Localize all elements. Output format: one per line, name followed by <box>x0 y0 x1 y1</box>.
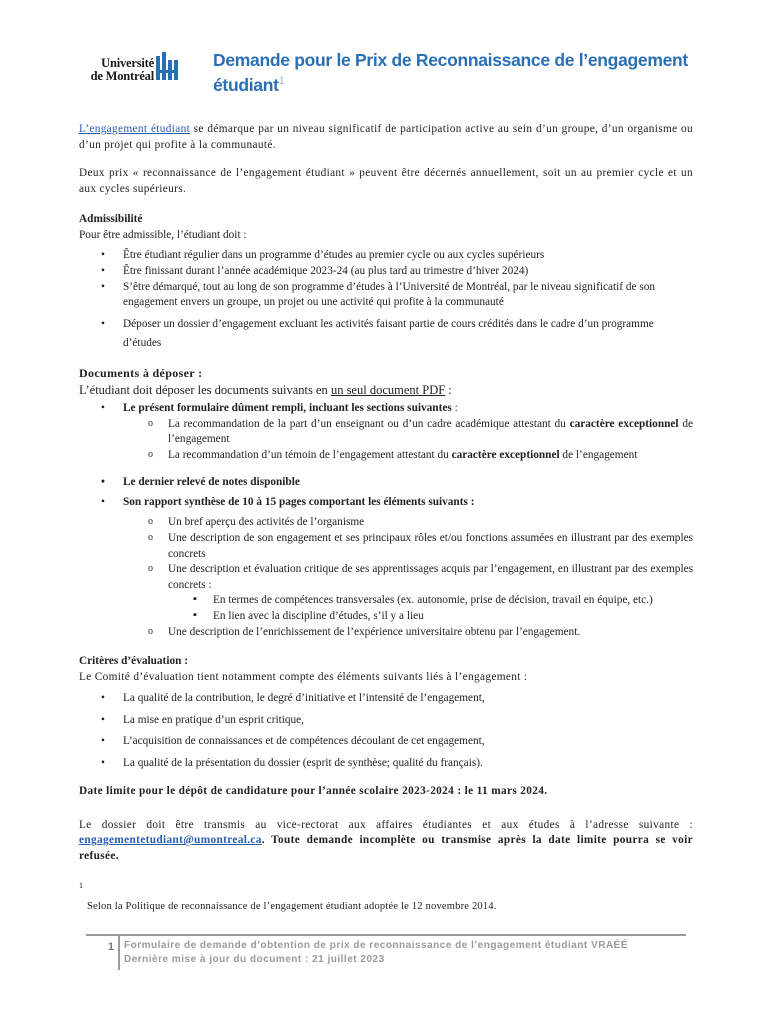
list-item: • Le dernier relevé de notes disponible <box>79 475 693 491</box>
eligibility-heading: Admissibilité <box>79 213 143 226</box>
title-footnote-ref: 1 <box>278 75 285 88</box>
list-item: • Déposer un dossier d’engagement excluant les activités faisant partie de cours crédités dans le cadre d’un programme d’études <box>79 315 693 353</box>
list-item: • La qualité de la contribution, le degré d’initiative et l’intensité de l’engagement, <box>79 688 693 709</box>
eligibility-list <box>79 248 693 353</box>
list-item: • Son rapport synthèse de 10 à 15 pages comportant les éléments suivants : o Un bref aperçu des activités de l’organisme o Une description de son engagement et ses principaux rôles et/ou fonctions assumées en illustrant par des exemples concrets o Une description et évaluation critique de ses apprentissages acquis par l’engagement, en illustrant par des exemples concrets : ▪ En termes de compétences transversales (ex. autonomie, prise de décision, travail en équipe, etc.) ▪ En lien avec la discipline d’études, s’il y a lieu o Une description de l’enrichissement de l’expérience universitaire obtenu par l’engagement. <box>79 495 693 640</box>
submission-paragraph: Le dossier doit être transmis au vice-rectorat aux affaires étudiantes et aux études à l’adresse suivante : engagementetudiant@umontreal.ca. Toute demande incomplète ou transmise après la date limite pourra se voir refusée. <box>79 818 693 862</box>
email-link[interactable]: engagementetudiant@umontreal.ca <box>79 834 262 847</box>
footer-text <box>124 939 628 967</box>
footer-update-date: Dernière mise à jour du document : 21 juillet 2023 <box>124 954 385 965</box>
sub-list-item: o Un bref aperçu des activités de l’organisme <box>123 515 693 531</box>
list-item: • Être étudiant régulier dans un programme d’études au premier cycle ou aux cycles supérieurs <box>79 248 693 264</box>
list-item: • La mise en pratique d’un esprit critique, <box>79 710 693 731</box>
intro-paragraph: L’engagement étudiant se démarque par un niveau significatif de participation active au sein d’un groupe, d’un organisme ou d’un projet qui profite à la communauté. <box>79 123 693 151</box>
footnote-text: Selon la Politique de reconnaissance de l’engagement étudiant adoptée le 12 novembre 2014. <box>87 901 497 913</box>
page-footer <box>86 934 686 974</box>
page-title <box>213 48 713 99</box>
documents-lead: L’étudiant doit déposer les documents suivants en un seul document PDF : <box>79 382 452 397</box>
list-item: • L’acquisition de connaissances et de compétences découlant de cet engagement, <box>79 731 693 752</box>
eligibility-lead: Pour être admissible, l’étudiant doit : <box>79 228 247 241</box>
udem-emblem-icon <box>155 50 181 86</box>
footnote-number: 1 <box>79 881 84 890</box>
footer-form-title: Formulaire de demande d’obtention de prix de reconnaissance de l’engagement étudiant VRAÉÉ <box>124 940 628 951</box>
documents-heading: Documents à déposer : <box>79 366 203 381</box>
footer-vertical-divider <box>118 936 120 970</box>
criteria-heading: Critères d’évaluation : <box>79 655 188 668</box>
sub-list <box>123 625 693 641</box>
sub-list-item: o La recommandation d’un témoin de l’engagement attestant du caractère exceptionnel de l’engagement <box>123 448 693 464</box>
sub-list <box>123 515 693 593</box>
engagement-link[interactable]: L’engagement étudiant <box>79 123 191 135</box>
sub-sub-list-item: ▪ En lien avec la discipline d’études, s’il y a lieu <box>123 609 693 625</box>
footnote <box>79 880 679 915</box>
sub-sub-list-item: ▪ En termes de compétences transversales (ex. autonomie, prise de décision, travail en équipe, etc.) <box>123 593 693 609</box>
list-item: • La qualité de la présentation du dossier (esprit de synthèse; qualité du français). <box>79 753 693 774</box>
sub-list-item: o Une description de l’enrichissement de l’expérience universitaire obtenu par l’engagement. <box>123 625 693 641</box>
sub-list-item: o Une description de son engagement et ses principaux rôles et/ou fonctions assumées en illustrant par des exemples concrets <box>123 531 693 562</box>
sub-sub-list <box>123 593 693 624</box>
list-item: • S’être démarqué, tout au long de son programme d’études à l’Université de Montréal, par le niveau significatif de son engagement envers un groupe, un projet ou une activité qui profite à la communauté <box>79 280 693 311</box>
criteria-lead: Le Comité d’évaluation tient notamment compte des éléments suivants liés à l’engagement : <box>79 670 528 683</box>
sub-list-item: o La recommandation de la part d’un enseignant ou d’un cadre académique attestant du caractère exceptionnel de l’engagement <box>123 417 693 448</box>
deadline-notice: Date limite pour le dépôt de candidature pour l’année scolaire 2023-2024 : le 11 mars 2024. <box>79 785 548 798</box>
universite-de-montreal-logo <box>86 48 182 88</box>
document-body <box>79 122 693 864</box>
logo-line1: Université <box>101 56 154 70</box>
sub-list <box>123 417 693 464</box>
documents-list <box>79 401 693 640</box>
title-text: Demande pour le Prix de Reconnaissance de l’engagement étudiant <box>213 50 688 96</box>
logo-line2: de Montréal <box>90 69 154 84</box>
footer-divider <box>86 934 686 936</box>
intro-paragraph-2: Deux prix « reconnaissance de l’engagement étudiant » peuvent être décernés annuellement, soit un au premier cycle et un aux cycles supérieurs. <box>79 167 693 195</box>
list-item: • Le présent formulaire dûment rempli, incluant les sections suivantes : o La recommandation de la part d’un enseignant ou d’un cadre académique attestant du caractère exceptionnel de l’engagement o La recommandation d’un témoin de l’engagement attestant du caractère exceptionnel de l’engagement <box>79 401 693 463</box>
page-number: 1 <box>107 941 114 953</box>
sub-list-item: o Une description et évaluation critique de ses apprentissages acquis par l’engagement, en illustrant par des exemples concrets : <box>123 562 693 593</box>
list-item: • Être finissant durant l’année académique 2023-24 (au plus tard au trimestre d’hiver 2024) <box>79 264 693 280</box>
criteria-list <box>79 688 693 774</box>
